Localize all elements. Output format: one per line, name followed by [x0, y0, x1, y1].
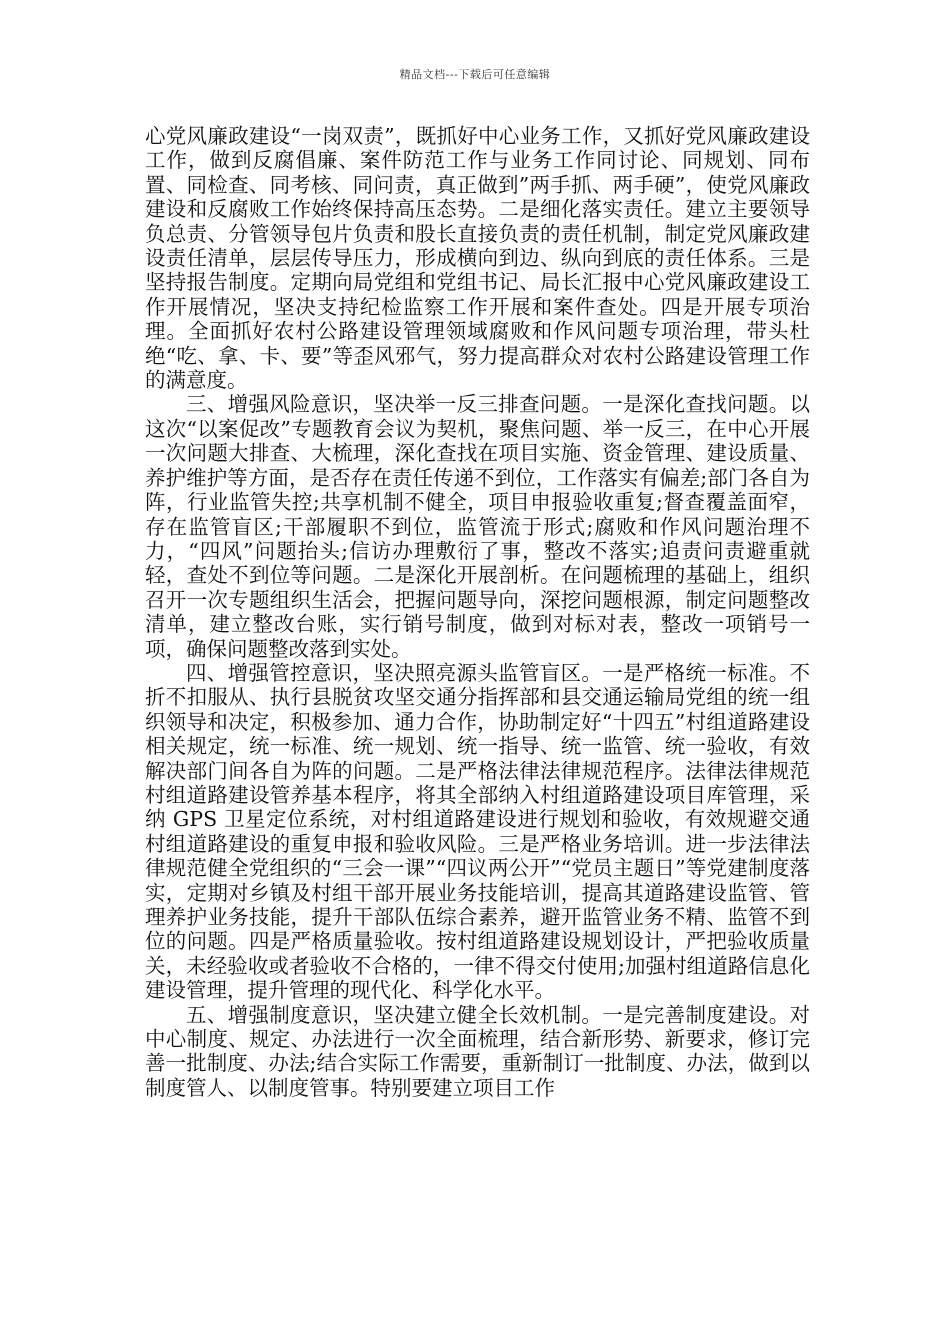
paragraph-control-awareness: 四、增强管控意识，坚决照亮源头监管盲区。一是严格统一标准。不折不扣服从、执行县脱贫攻坚交通分指挥部和县交通运输局党组的统一组织领导和决定，积极参加、通力合作，协助制定好“十四五”村组道路建设相关规定，统一标准、统一规划、统一指导、统一监管、统一验收，有效解决部门间各自为阵的问题。二是严格法律法律规范程序。法律法律规范村组道路建设管养基本程序，将其全部纳入村组道路建设项目库管理，采纳 GPS 卫星定位系统，对村组道路建设进行规划和验收，有效规避交通村组道路建设的重复申报和验收风险。三是严格业务培训。进一步法律法律规范健全党组织的“三会一课”“四议两公开”“党员主题日”等党建制度落实，定期对乡镇及村组干部开展业务技能培训，提高其道路建设监管、管理养护业务技能，提升干部队伍综合素养，避开监管业务不精、监管不到位的问题。四是严格质量验收。按村组道路建设规划设计，严把验收质量关，未经验收或者验收不合格的，一律不得交付使用;加强村组道路信息化建设管理，提升管理的现代化、科学化水平。	[145, 660, 810, 1003]
paragraph-risk-awareness: 三、增强风险意识，坚决举一反三排查问题。一是深化查找问题。以这次“以案促改”专题教育会议为契机，聚焦问题、举一反三，在中心开展一次问题大排查、大梳理，深化查找在项目实施、资金管理、建设质量、养护维护等方面，是否存在责任传递不到位，工作落实有偏差;部门各自为阵，行业监管失控;共享机制不健全，项目申报验收重复;督查覆盖面窄，存在监管盲区;干部履职不到位，监管流于形式;腐败和作风问题治理不力，“四风”问题抬头;信访办理敷衍了事，整改不落实;追责问责避重就轻，查处不到位等问题。二是深化开展剖析。在问题梳理的基础上，组织召开一次专题组织生活会，把握问题导向，深挖问题根源，制定问题整改清单，建立整改台账，实行销号制度，做到对标对表，整改一项销号一项，确保问题整改落到实处。	[145, 392, 810, 661]
paragraph-continuation: 心党风廉政建设“一岗双责”，既抓好中心业务工作，又抓好党风廉政建设工作，做到反腐倡廉、案件防范工作与业务工作同讨论、同规划、同布置、同检查、同考核、同问责，真正做到”两手抓、两手硬”，使党风廉政建设和反腐败工作始终保持高压态势。二是细化落实责任。建立主要领导负总责、分管领导包片负责和股长直接负责的责任机制，制定党风廉政建设责任清单，层层传导压力，形成横向到边、纵向到底的责任体系。三是坚持报告制度。定期向局党组和党组书记、局长汇报中心党风廉政建设工作开展情况，坚决支持纪检监察工作开展和案件查处。四是开展专项治理。全面抓好农村公路建设管理领域腐败和作风问题专项治理，带头杜绝“吃、拿、卡、要”等歪风邪气，努力提高群众对农村公路建设管理工作的满意度。	[145, 124, 810, 393]
page-header: 精品文档---下载后可任意编辑	[399, 68, 551, 81]
document-body	[145, 124, 810, 1100]
paragraph-system-awareness: 五、增强制度意识，坚决建立健全长效机制。一是完善制度建设。对中心制度、规定、办法进行一次全面梳理，结合新形势、新要求，修订完善一批制度、办法;结合实际工作需要，重新制订一批制度、办法，做到以制度管人、以制度管事。特别要建立项目工作	[145, 1002, 810, 1100]
